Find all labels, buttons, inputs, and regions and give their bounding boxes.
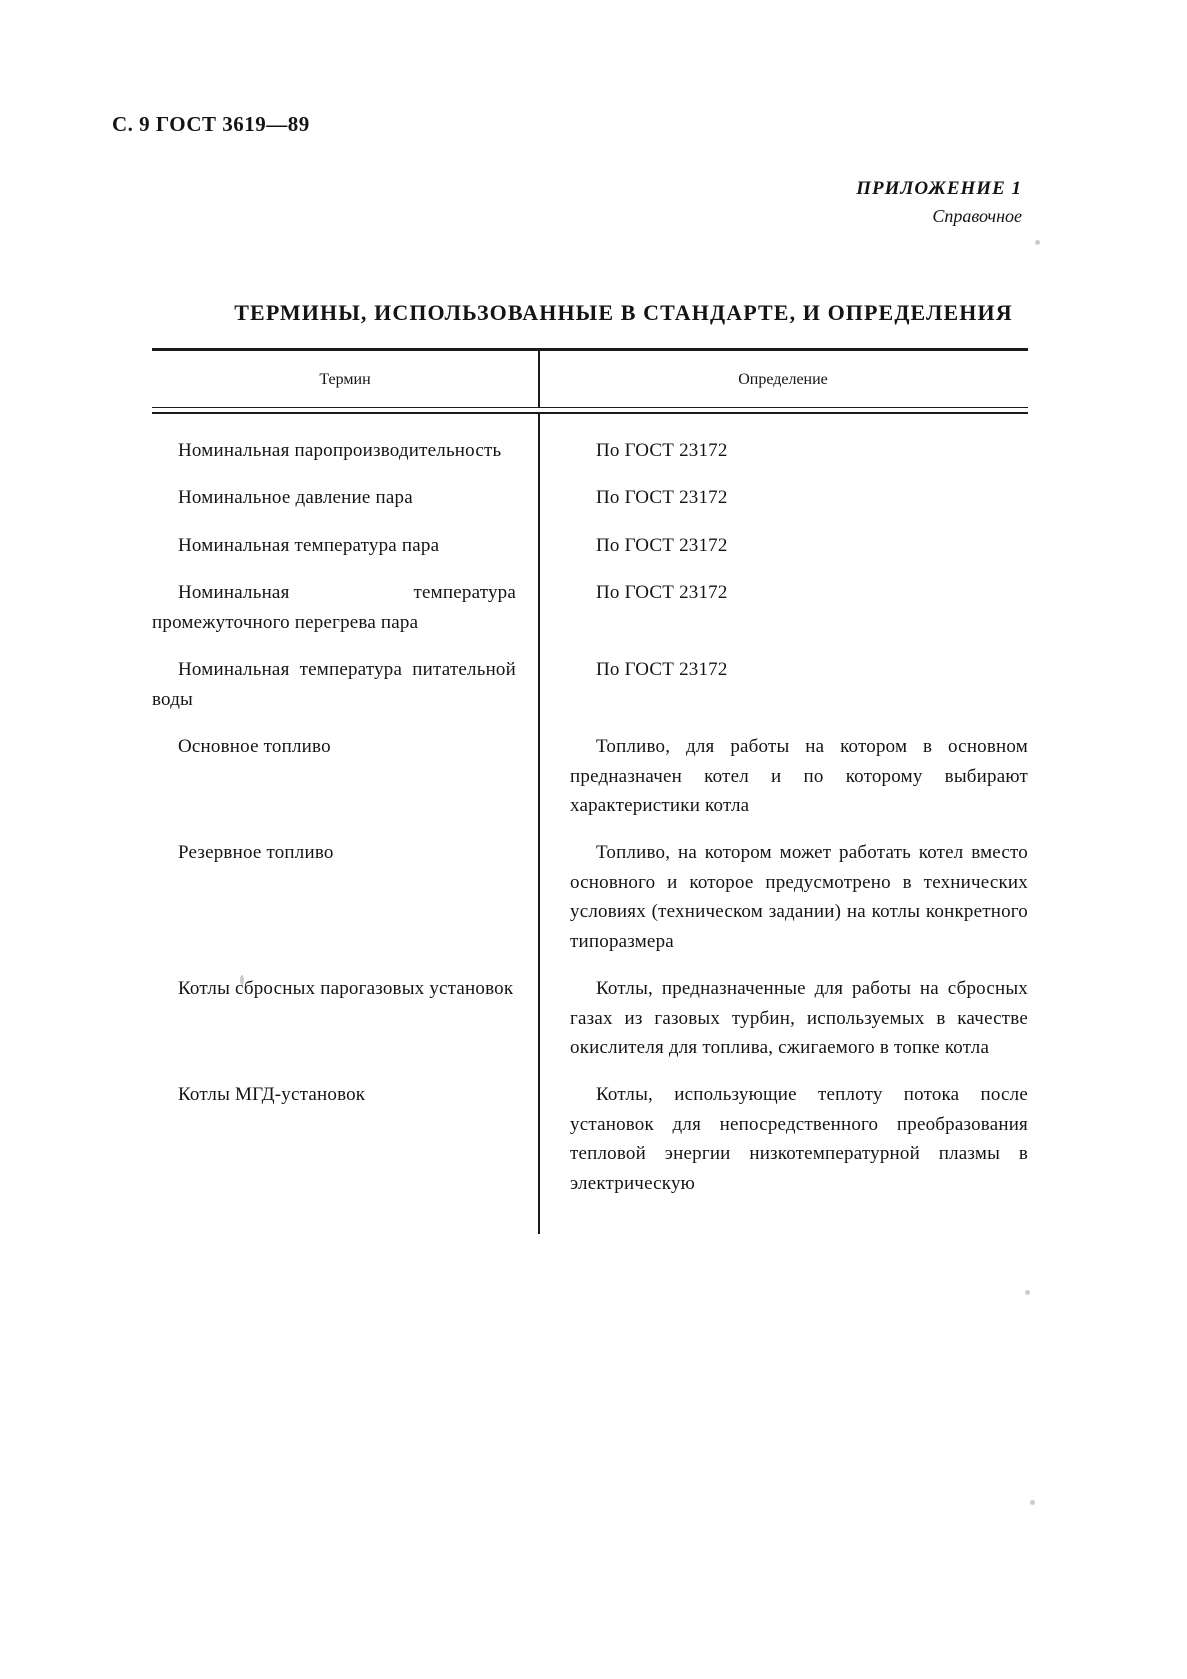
definition-cell: По ГОСТ 23172 [596,487,728,509]
terms-table [152,348,1028,1234]
definition-cell: По ГОСТ 23172 [596,534,728,556]
table-header-rule [152,407,1028,414]
definition-cell: Топливо, на котором может работать котел вместо основного и которое предусмотрено в технических условиях (техническом задании) на котлы конкретного типоразмера [570,842,1028,952]
appendix-kind: Справочное [932,206,1022,226]
table-row [152,1080,1028,1198]
table-body [152,414,1028,1234]
table-row [152,531,1028,560]
scan-speck [1025,1290,1030,1295]
scan-speck [240,975,244,985]
table-header-row [152,351,1028,407]
table-row [152,436,1028,465]
table-row [152,483,1028,512]
page-header: С. 9 ГОСТ 3619—89 [112,112,310,136]
column-header-definition: Определение [738,371,828,388]
definition-cell: По ГОСТ 23172 [596,582,728,604]
term-cell: Номинальная температура промежуточного перегрева пара [152,582,516,633]
appendix-block [856,178,1022,227]
body-column-divider [538,414,540,1234]
term-cell: Основное топливо [178,736,331,758]
table-row [152,732,1028,820]
term-cell: Номинальная температура питательной воды [152,659,516,710]
term-cell: Номинальная паропроизводительность [178,440,502,461]
table-row [152,578,1028,637]
definition-cell: По ГОСТ 23172 [596,659,728,681]
column-header-term: Термин [319,371,371,388]
term-cell: Номинальное давление пара [178,487,413,509]
appendix-label: ПРИЛОЖЕНИЕ 1 [856,178,1022,199]
term-cell: Номинальная температура пара [178,534,440,556]
definition-cell: По ГОСТ 23172 [596,440,728,461]
definition-cell: Топливо, для работы на котором в основном предназначен котел и по которому выбирают характеристики котла [570,736,1028,816]
table-row [152,655,1028,714]
term-cell: Резервное топливо [178,842,334,864]
definition-cell: Котлы, предназначенные для работы на сбросных газах из газовых турбин, используемых в качестве окислителя для топлива, сжигаемого в топке котла [570,978,1028,1058]
scan-speck [1030,1500,1035,1505]
table-row [152,974,1028,1062]
page-title: ТЕРМИНЫ, ИСПОЛЬЗОВАННЫЕ В СТАНДАРТЕ, И ОПРЕДЕЛЕНИЯ [234,300,1013,325]
definition-cell: Котлы, использующие теплоту потока после установок для непосредственного преобразования тепловой энергии низкотемпературной плазмы в электрическую [570,1084,1028,1194]
term-cell: Котлы сбросных парогазовых установок [178,978,514,1000]
header-column-divider [538,351,540,407]
scan-speck [1035,240,1040,245]
table-row [152,838,1028,956]
term-cell: Котлы МГД-установок [178,1084,366,1106]
